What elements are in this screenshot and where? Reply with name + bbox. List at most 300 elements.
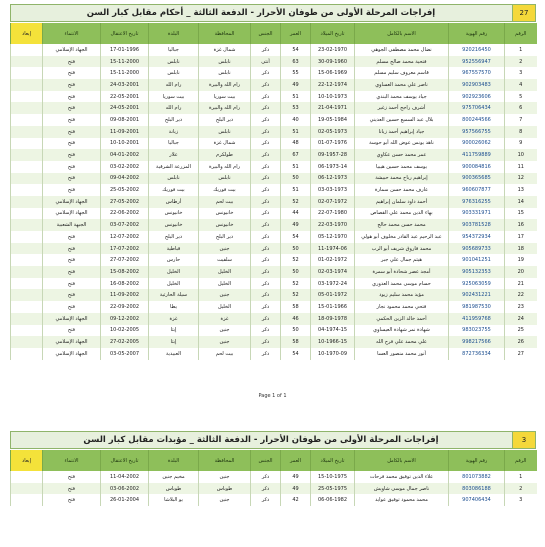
- table-row: [11, 138, 537, 150]
- row-id-number: 981987530: [449, 301, 505, 313]
- row-gender: ذكر: [251, 149, 281, 161]
- row-town: المزرعة الشرقية: [149, 161, 199, 173]
- row-release: [11, 91, 43, 103]
- row-full-name: محمد محمود توفيق عوايد: [355, 494, 449, 506]
- row-birth-date: 03-1972-24: [311, 278, 355, 290]
- row-gender: ذكر: [251, 184, 281, 196]
- row-seq: 19: [505, 254, 537, 266]
- row-arrest-date: 03-02-2002: [101, 161, 149, 173]
- table-row: [11, 44, 537, 56]
- header-town: البلدة: [149, 450, 199, 471]
- row-town: دير البلح: [149, 231, 199, 243]
- header-dob: تاريخ الميلاد: [311, 450, 355, 471]
- header-release: إبعاد: [11, 450, 43, 471]
- row-gender: ذكر: [251, 196, 281, 208]
- row-gender: ذكر: [251, 126, 281, 138]
- table-row: [11, 102, 537, 114]
- table-row: [11, 254, 537, 266]
- row-town: رام الله: [149, 102, 199, 114]
- header-name: الاسم بالكامل: [355, 450, 449, 471]
- row-town: أرطاس: [149, 196, 199, 208]
- row-id-number: 925063059: [449, 278, 505, 290]
- row-seq: 1: [505, 44, 537, 56]
- row-id-number: 983023755: [449, 325, 505, 337]
- row-release: [11, 301, 43, 313]
- row-full-name: قاسم معروف سليم مسلم: [355, 67, 449, 79]
- row-governorate: خانيونس: [199, 208, 251, 220]
- row-town: خانيونس: [149, 219, 199, 231]
- row-arrest-date: 09-08-2001: [101, 114, 149, 126]
- row-governorate: الخليل: [199, 266, 251, 278]
- row-affiliation: الجهاد الإسلامي: [43, 196, 101, 208]
- row-arrest-date: 24-05-2001: [101, 102, 149, 114]
- row-arrest-date: 27-02-2005: [101, 336, 149, 348]
- row-birth-date: 10-10-1973: [311, 91, 355, 103]
- row-id-number: 801073882: [449, 471, 505, 483]
- row-seq: 2: [505, 56, 537, 68]
- row-gender: ذكر: [251, 483, 281, 495]
- table-row: [11, 196, 537, 208]
- row-town: إبثا: [149, 336, 199, 348]
- row-town: يطا: [149, 301, 199, 313]
- row-gender: ذكر: [251, 289, 281, 301]
- row-id-number: 411759889: [449, 149, 505, 161]
- row-birth-date: 05-12-1970: [311, 231, 355, 243]
- row-town: جباليا: [149, 138, 199, 150]
- row-governorate: شمال غزة: [199, 138, 251, 150]
- table-row: [11, 173, 537, 185]
- row-full-name: ناهد يونس عوض الله أبو حوسة: [355, 138, 449, 150]
- row-seq: 3: [505, 67, 537, 79]
- row-gender: ذكر: [251, 114, 281, 126]
- row-birth-date: 23-02-1970: [311, 44, 355, 56]
- row-gender: ذكر: [251, 173, 281, 185]
- row-full-name: هيثم جمال علي جبر: [355, 254, 449, 266]
- row-release: [11, 336, 43, 348]
- row-age: 55: [281, 67, 311, 79]
- row-arrest-date: 27-07-2002: [101, 254, 149, 266]
- row-town: يو البلاشا: [149, 494, 199, 506]
- row-gender: ذكر: [251, 67, 281, 79]
- header-governorate: المحافظة: [199, 23, 251, 44]
- sheet2-title-bar: [10, 431, 536, 449]
- row-gender: ذكر: [251, 91, 281, 103]
- row-birth-date: 21-04-1971: [311, 102, 355, 114]
- row-town: غزة: [149, 313, 199, 325]
- header-id: رقم الهوية: [449, 450, 505, 471]
- row-id-number: 905132353: [449, 266, 505, 278]
- row-birth-date: 15-01-1966: [311, 301, 355, 313]
- row-full-name: يوسف محمد حسين هيبيا: [355, 161, 449, 173]
- row-full-name: بلال عبد السميع حسين العديني: [355, 114, 449, 126]
- row-arrest-date: 22-06-2002: [101, 208, 149, 220]
- table-row: [11, 67, 537, 79]
- row-full-name: شهادة نمر شهادة العيساوي: [355, 325, 449, 337]
- row-arrest-date: 09-12-2002: [101, 313, 149, 325]
- row-affiliation: فتح: [43, 126, 101, 138]
- row-governorate: رام الله والبيرة: [199, 161, 251, 173]
- row-affiliation: فتح: [43, 278, 101, 290]
- row-age: 49: [281, 219, 311, 231]
- row-arrest-date: 16-08-2002: [101, 278, 149, 290]
- row-release: [11, 289, 43, 301]
- row-full-name: علاء الدين توفيق محمد فرحات: [355, 471, 449, 483]
- table-row: [11, 149, 537, 161]
- row-release: [11, 325, 43, 337]
- row-age: 51: [281, 126, 311, 138]
- row-arrest-date: 15-11-2000: [101, 67, 149, 79]
- header-age: العمر: [281, 23, 311, 44]
- row-governorate: رام الله والبيرة: [199, 79, 251, 91]
- row-affiliation: الجهاد الإسلامي: [43, 348, 101, 360]
- row-id-number: 998217566: [449, 336, 505, 348]
- row-release: [11, 161, 43, 173]
- row-age: 53: [281, 102, 311, 114]
- table-row: [11, 184, 537, 196]
- table-row: [11, 114, 537, 126]
- row-town: نابلس: [149, 173, 199, 185]
- row-governorate: جنين: [199, 325, 251, 337]
- row-arrest-date: 09-04-2002: [101, 173, 149, 185]
- row-release: [11, 471, 43, 483]
- row-id-number: 411959768: [449, 313, 505, 325]
- row-age: 54: [281, 231, 311, 243]
- row-arrest-date: 12-07-2002: [101, 231, 149, 243]
- row-governorate: خانيونس: [199, 219, 251, 231]
- row-age: 50: [281, 243, 311, 255]
- row-age: 40: [281, 114, 311, 126]
- header-town: البلدة: [149, 23, 199, 44]
- row-age: 49: [281, 483, 311, 495]
- row-town: خانيونس: [149, 208, 199, 220]
- row-gender: أنثى: [251, 56, 281, 68]
- row-seq: 3: [505, 494, 537, 506]
- table-row: [11, 471, 537, 483]
- row-seq: 7: [505, 114, 537, 126]
- row-affiliation: الجهاد الإسلامي: [43, 336, 101, 348]
- header-arrest-date: تاريخ الاعتقال: [101, 23, 149, 44]
- row-full-name: عارف محمد حسن سمارة: [355, 184, 449, 196]
- row-affiliation: فتح: [43, 91, 101, 103]
- row-gender: ذكر: [251, 471, 281, 483]
- row-birth-date: 03-03-1973: [311, 184, 355, 196]
- row-release: [11, 231, 43, 243]
- header-name: الاسم بالكامل: [355, 23, 449, 44]
- row-id-number: 967557570: [449, 67, 505, 79]
- row-town: الخليل: [149, 278, 199, 290]
- row-birth-date: 01-07-1976: [311, 138, 355, 150]
- row-full-name: فتحية محمد صالح مسلم: [355, 56, 449, 68]
- row-affiliation: فتح: [43, 325, 101, 337]
- row-id-number: 900084816: [449, 161, 505, 173]
- row-arrest-date: 25-05-2002: [101, 184, 149, 196]
- row-birth-date: 06-12-1973: [311, 173, 355, 185]
- row-full-name: حسام موسى محمد العدوري: [355, 278, 449, 290]
- row-gender: ذكر: [251, 494, 281, 506]
- row-id-number: 905689733: [449, 243, 505, 255]
- row-full-name: بهاء الدين محمد علي القصاص: [355, 208, 449, 220]
- row-seq: 25: [505, 325, 537, 337]
- table-row: [11, 91, 537, 103]
- row-age: 50: [281, 266, 311, 278]
- row-affiliation: فتح: [43, 67, 101, 79]
- row-birth-date: 10-1970-09: [311, 348, 355, 360]
- row-birth-date: 15-10-1975: [311, 471, 355, 483]
- row-release: [11, 219, 43, 231]
- sheet1-table: [10, 23, 537, 360]
- table-row: [11, 126, 537, 138]
- row-id-number: 976316255: [449, 196, 505, 208]
- row-arrest-date: 17-07-2002: [101, 243, 149, 255]
- row-full-name: إبراهيم رباح محمد حبيشة: [355, 173, 449, 185]
- row-affiliation: فتح: [43, 471, 101, 483]
- row-full-name: أنور محمد منصور العسا: [355, 348, 449, 360]
- row-governorate: سلفيت: [199, 254, 251, 266]
- row-release: [11, 278, 43, 290]
- row-affiliation: الجهاد الإسلامي: [43, 44, 101, 56]
- row-birth-date: 15-06-1969: [311, 67, 355, 79]
- row-age: 48: [281, 138, 311, 150]
- row-arrest-date: 27-05-2002: [101, 196, 149, 208]
- row-town: بيت فوريك: [149, 184, 199, 196]
- row-full-name: جياد إبراهيم أحمد زبانا: [355, 126, 449, 138]
- header-id: رقم الهوية: [449, 23, 505, 44]
- table-row: [11, 266, 537, 278]
- row-governorate: بيت فوريك: [199, 184, 251, 196]
- row-release: [11, 102, 43, 114]
- row-town: طوباس: [149, 483, 199, 495]
- row-governorate: غزة: [199, 313, 251, 325]
- header-dob: تاريخ الميلاد: [311, 23, 355, 44]
- row-seq: 17: [505, 231, 537, 243]
- row-id-number: 900365685: [449, 173, 505, 185]
- row-full-name: جياد يوسف محمد البندي: [355, 91, 449, 103]
- row-birth-date: 22-12-1974: [311, 79, 355, 91]
- header-arrest-date: تاريخ الاعتقال: [101, 450, 149, 471]
- row-birth-date: 04-1974-15: [311, 325, 355, 337]
- row-age: 50: [281, 325, 311, 337]
- row-affiliation: فتح: [43, 301, 101, 313]
- row-gender: ذكر: [251, 208, 281, 220]
- row-arrest-date: 22-05-2001: [101, 91, 149, 103]
- row-release: [11, 494, 43, 506]
- row-full-name: أحمد داود سلمان إبراهيم: [355, 196, 449, 208]
- table-row: [11, 278, 537, 290]
- row-affiliation: فتح: [43, 231, 101, 243]
- row-town: العبيدية: [149, 348, 199, 360]
- row-town: إبثا: [149, 325, 199, 337]
- row-affiliation: الجبهة الشعبية: [43, 219, 101, 231]
- row-full-name: محمد فاروق شريف أبو الرب: [355, 243, 449, 255]
- header-gender: الجنس: [251, 450, 281, 471]
- row-full-name: فتحي محمد محمود نجار: [355, 301, 449, 313]
- sheet1-count: 27: [512, 5, 535, 21]
- row-release: [11, 44, 43, 56]
- row-town: نابلس: [149, 67, 199, 79]
- row-arrest-date: 24-03-2001: [101, 79, 149, 91]
- row-seq: 26: [505, 336, 537, 348]
- row-birth-date: 18-09-1978: [311, 313, 355, 325]
- row-gender: ذكر: [251, 161, 281, 173]
- row-town: جباليا: [149, 44, 199, 56]
- row-seq: 27: [505, 348, 537, 360]
- row-gender: ذكر: [251, 243, 281, 255]
- row-seq: 1: [505, 471, 537, 483]
- row-arrest-date: 04-01-2002: [101, 149, 149, 161]
- row-birth-date: 30-09-1960: [311, 56, 355, 68]
- row-birth-date: 11-1974-06: [311, 243, 355, 255]
- row-arrest-date: 10-10-2001: [101, 138, 149, 150]
- row-affiliation: فتح: [43, 149, 101, 161]
- row-full-name: مؤيد محمد سليم زيود: [355, 289, 449, 301]
- row-seq: 22: [505, 289, 537, 301]
- row-gender: ذكر: [251, 79, 281, 91]
- table-row: [11, 494, 537, 506]
- row-release: [11, 184, 43, 196]
- table-row: [11, 231, 537, 243]
- row-birth-date: 19-05-1984: [311, 114, 355, 126]
- row-gender: ذكر: [251, 336, 281, 348]
- row-affiliation: فتح: [43, 254, 101, 266]
- row-age: 54: [281, 44, 311, 56]
- row-release: [11, 243, 43, 255]
- row-release: [11, 114, 43, 126]
- row-id-number: 903781528: [449, 219, 505, 231]
- row-affiliation: الجهاد الإسلامي: [43, 313, 101, 325]
- row-arrest-date: 22-09-2002: [101, 301, 149, 313]
- row-age: 51: [281, 161, 311, 173]
- row-birth-date: 02-03-1974: [311, 266, 355, 278]
- row-release: [11, 483, 43, 495]
- row-affiliation: فتح: [43, 114, 101, 126]
- row-governorate: جنين: [199, 336, 251, 348]
- row-affiliation: فتح: [43, 161, 101, 173]
- row-seq: 18: [505, 243, 537, 255]
- row-gender: ذكر: [251, 138, 281, 150]
- row-age: 67: [281, 149, 311, 161]
- row-town: مخيم جنين: [149, 471, 199, 483]
- row-id-number: 803086188: [449, 483, 505, 495]
- row-id-number: 920216450: [449, 44, 505, 56]
- row-id-number: 954372934: [449, 231, 505, 243]
- row-seq: 13: [505, 184, 537, 196]
- page-footer: Page 1 of 1: [258, 393, 287, 399]
- row-id-number: 901041251: [449, 254, 505, 266]
- row-age: 49: [281, 471, 311, 483]
- row-arrest-date: 15-11-2000: [101, 56, 149, 68]
- table-row: [11, 325, 537, 337]
- row-release: [11, 196, 43, 208]
- row-birth-date: 10-1966-15: [311, 336, 355, 348]
- row-town: نابلس: [149, 56, 199, 68]
- row-age: 42: [281, 494, 311, 506]
- row-affiliation: فتح: [43, 56, 101, 68]
- row-birth-date: 02-07-1972: [311, 196, 355, 208]
- row-affiliation: فتح: [43, 266, 101, 278]
- row-age: 52: [281, 289, 311, 301]
- row-gender: ذكر: [251, 278, 281, 290]
- row-governorate: نابلس: [199, 67, 251, 79]
- row-age: 51: [281, 184, 311, 196]
- row-affiliation: فتح: [43, 102, 101, 114]
- row-seq: 2: [505, 483, 537, 495]
- row-birth-date: 06-1973-14: [311, 161, 355, 173]
- header-affiliation: الانتماء: [43, 450, 101, 471]
- row-release: [11, 266, 43, 278]
- row-release: [11, 67, 43, 79]
- row-town: زبانة: [149, 126, 199, 138]
- table-row: [11, 301, 537, 313]
- row-id-number: 903331971: [449, 208, 505, 220]
- header-gender: الجنس: [251, 23, 281, 44]
- row-seq: 21: [505, 278, 537, 290]
- row-id-number: 907406434: [449, 494, 505, 506]
- row-age: 52: [281, 254, 311, 266]
- row-arrest-date: 11-09-2001: [101, 126, 149, 138]
- row-governorate: جنين: [199, 243, 251, 255]
- row-id-number: 900026062: [449, 138, 505, 150]
- row-arrest-date: 11-04-2002: [101, 471, 149, 483]
- table-row: [11, 219, 537, 231]
- row-full-name: أشرف راجح أحمد زغير: [355, 102, 449, 114]
- row-seq: 16: [505, 219, 537, 231]
- row-arrest-date: 11-09-2002: [101, 289, 149, 301]
- row-full-name: أمجد عصر شحادة أبو سمرة: [355, 266, 449, 278]
- row-governorate: جنين: [199, 494, 251, 506]
- row-governorate: الخليل: [199, 278, 251, 290]
- row-release: [11, 208, 43, 220]
- sheet2-title: إفراجات المرحلة الأولى من طوفان الأحرار - الدفعة الثالثة _ مؤبدات مقابل كبار السن: [83, 435, 439, 445]
- row-governorate: جنين: [199, 471, 251, 483]
- row-governorate: طوباس: [199, 483, 251, 495]
- table-row: [11, 483, 537, 495]
- table-row: [11, 336, 537, 348]
- row-id-number: 952556947: [449, 56, 505, 68]
- row-gender: ذكر: [251, 254, 281, 266]
- sheet1-header-row: [11, 23, 537, 44]
- row-seq: 15: [505, 208, 537, 220]
- row-birth-date: 22-07-1980: [311, 208, 355, 220]
- row-release: [11, 254, 43, 266]
- row-town: قباطية: [149, 243, 199, 255]
- row-affiliation: فتح: [43, 173, 101, 185]
- row-release: [11, 138, 43, 150]
- row-birth-date: 09-1957-28: [311, 149, 355, 161]
- row-town: دير البلح: [149, 114, 199, 126]
- row-governorate: بيت لحم: [199, 348, 251, 360]
- row-gender: ذكر: [251, 219, 281, 231]
- row-seq: 11: [505, 161, 537, 173]
- header-seq: الرقم: [505, 23, 537, 44]
- row-gender: ذكر: [251, 301, 281, 313]
- row-birth-date: 05-01-1972: [311, 289, 355, 301]
- row-full-name: علي محمد علي فرح الله: [355, 336, 449, 348]
- row-governorate: نابلس: [199, 173, 251, 185]
- row-release: [11, 313, 43, 325]
- table-row: [11, 348, 537, 360]
- row-town: علار: [149, 149, 199, 161]
- row-affiliation: فتح: [43, 243, 101, 255]
- table-row: [11, 243, 537, 255]
- row-governorate: بيت سوريا: [199, 91, 251, 103]
- row-seq: 24: [505, 313, 537, 325]
- row-affiliation: فتح: [43, 184, 101, 196]
- row-age: 63: [281, 56, 311, 68]
- row-town: رام الله: [149, 79, 199, 91]
- row-seq: 8: [505, 126, 537, 138]
- row-full-name: عمر محمد حسن عكاوي: [355, 149, 449, 161]
- row-release: [11, 79, 43, 91]
